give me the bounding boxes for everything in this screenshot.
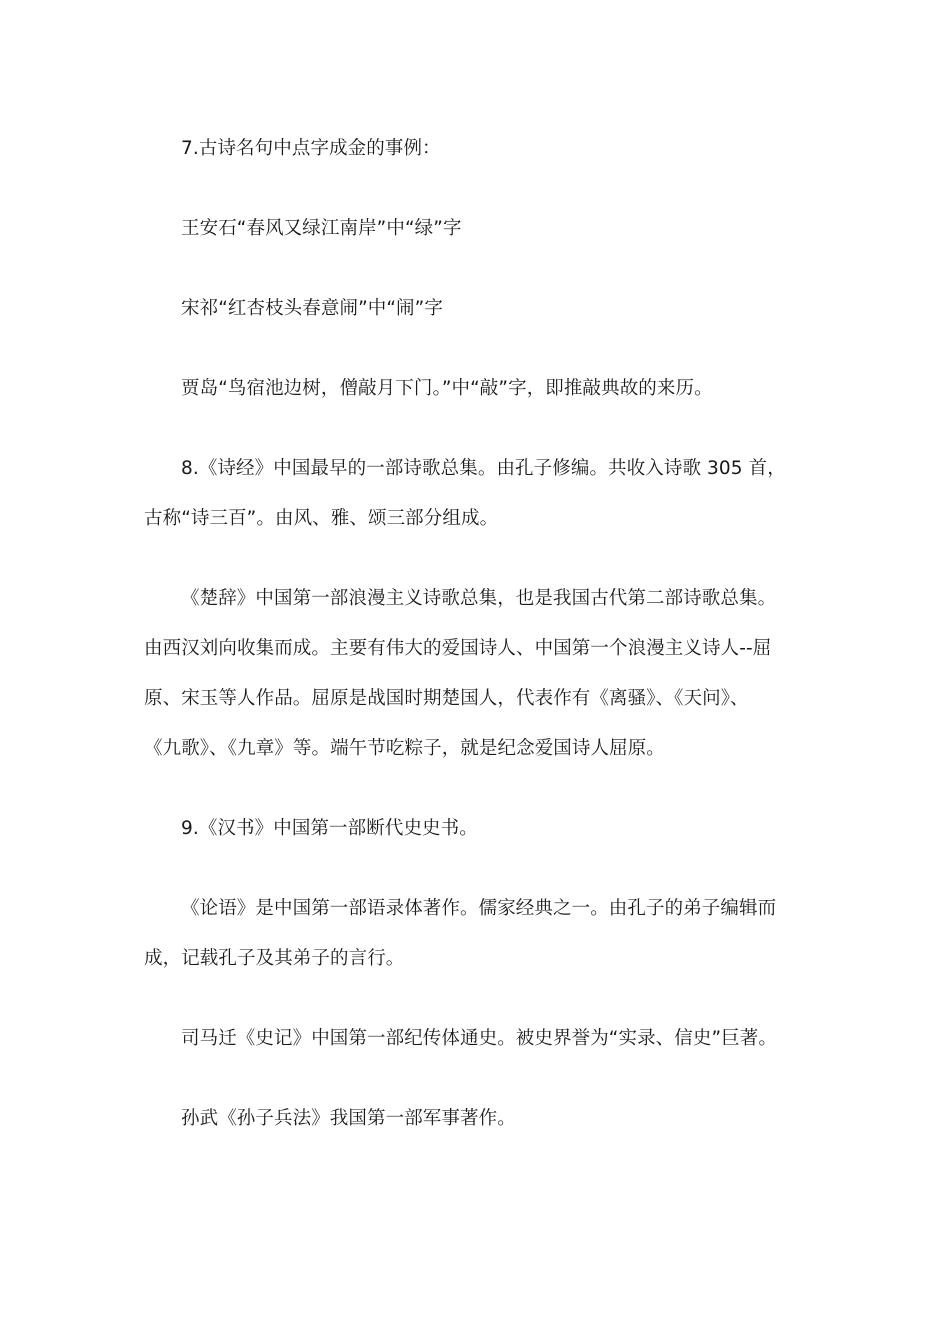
example-jia-dao: 贾岛“鸟宿池边树，僧敲月下门。”中“敲”字，即推敲典故的来历。 [181, 378, 713, 399]
paragraph-sunzi: 孙武《孙子兵法》我国第一部军事著作。 [181, 1108, 516, 1129]
example-wang-anshi: 王安石“春风又绿江南岸”中“绿”字 [181, 218, 462, 239]
paragraph-8-shijing-line-2: 古称“诗三百”。由风、雅、颂三部分组成。 [144, 508, 499, 529]
paragraph-chuci-line-1: 《楚辞》中国第一部浪漫主义诗歌总集，也是我国古代第二部诗歌总集。 [181, 588, 777, 609]
paragraph-lunyu-line-2: 成，记载孔子及其弟子的言行。 [144, 948, 405, 969]
paragraph-chuci-line-2: 由西汉刘向收集而成。主要有伟大的爱国诗人、中国第一个浪漫主义诗人--屈 [144, 638, 772, 659]
paragraph-8-shijing-line-1: 8.《诗经》中国最早的一部诗歌总集。由孔子修编。共收入诗歌 305 首， [181, 458, 786, 479]
paragraph-chuci-line-4: 《九歌》、《九章》等。端午节吃粽子，就是纪念爱国诗人屈原。 [144, 738, 665, 759]
paragraph-lunyu-line-1: 《论语》是中国第一部语录体著作。儒家经典之一。由孔子的弟子编辑而 [181, 898, 777, 919]
paragraph-shiji: 司马迁《史记》中国第一部纪传体通史。被史界誉为“实录、信史”巨著。 [181, 1028, 777, 1049]
paragraph-9-hanshu: 9.《汉书》中国第一部断代史史书。 [181, 818, 478, 839]
paragraph-7-heading: 7.古诗名句中点字成金的事例： [181, 138, 441, 159]
example-song-qi: 宋祁“红杏枝头春意闹”中“闹”字 [181, 298, 443, 319]
paragraph-chuci-line-3: 原、宋玉等人作品。屈原是战国时期楚国人，代表作有《离骚》、《天问》、 [144, 688, 749, 709]
